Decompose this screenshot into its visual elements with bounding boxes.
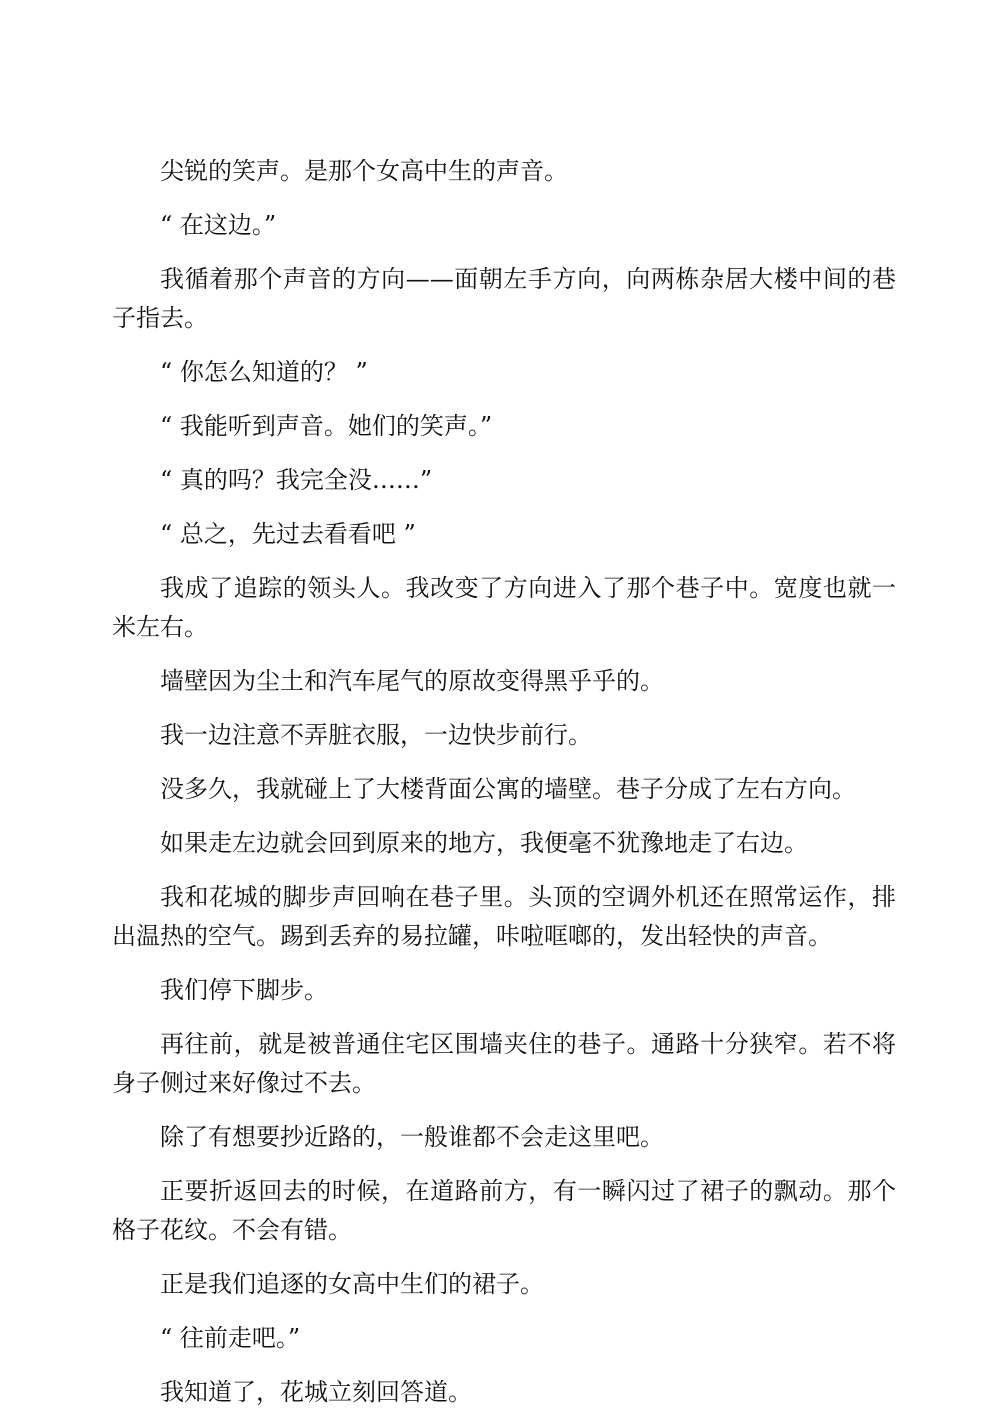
- paragraph: 正要折返回去的时候，在道路前方，有一瞬闪过了裙子的飘动。那个格子花纹。不会有错。: [112, 1177, 896, 1244]
- paragraph: 没多久，我就碰上了大楼背面公寓的墙壁。巷子分成了左右方向。: [160, 775, 856, 803]
- paragraph: 我知道了，花城立刻回答道。: [160, 1378, 472, 1406]
- paragraph: 墙壁因为尘土和汽车尾气的原故变得黑乎乎的。: [160, 667, 664, 695]
- paragraph: “ 你怎么知道的？ ”: [160, 358, 368, 386]
- paragraph: 我成了追踪的领头人。我改变了方向进入了那个巷子中。宽度也就一米左右。: [112, 574, 896, 641]
- paragraph: 再往前，就是被普通住宅区围墙夹住的巷子。通路十分狭窄。若不将身子侧过来好像过不去。: [112, 1030, 896, 1097]
- paragraph: 除了有想要抄近路的，一般谁都不会走这里吧。: [160, 1123, 664, 1151]
- paragraph: “ 真的吗？我完全没……”: [160, 466, 433, 494]
- paragraph: 正是我们追逐的女高中生们的裙子。: [160, 1270, 544, 1298]
- paragraph: “ 我能听到声音。她们的笑声。”: [160, 412, 493, 440]
- paragraph: 我一边注意不弄脏衣服，一边快步前行。: [160, 721, 592, 749]
- paragraph: “ 在这边。”: [160, 211, 277, 239]
- paragraph: 尖锐的笑声。是那个女高中生的声音。: [160, 157, 568, 185]
- paragraph: “ 往前走吧。”: [160, 1324, 301, 1352]
- paragraph: “ 总之，先过去看看吧 ”: [160, 520, 416, 548]
- paragraph: 我循着那个声音的方向——面朝左手方向，向两栋杂居大楼中间的巷子指去。: [112, 265, 896, 332]
- paragraph: 我们停下脚步。: [160, 976, 328, 1004]
- text-body: [112, 152, 896, 1427]
- paragraph: 如果走左边就会回到原来的地方，我便毫不犹豫地走了右边。: [160, 829, 808, 857]
- paragraph: 我和花城的脚步声回响在巷子里。头顶的空调外机还在照常运作，排出温热的空气。踢到丢弃的易拉罐，咔啦哐啷的，发出轻快的声音。: [112, 883, 896, 950]
